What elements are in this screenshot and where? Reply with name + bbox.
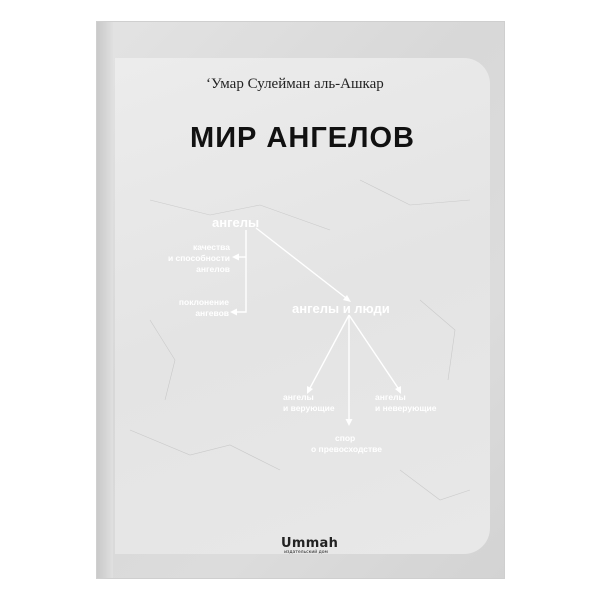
- publisher-logo: [281, 536, 339, 563]
- node-unbelievers-line-2: и неверующие: [375, 403, 437, 413]
- publisher-name: Ummah: [281, 536, 339, 551]
- arrowhead: [232, 254, 239, 261]
- link-to-believers: [310, 315, 349, 388]
- node-worship-line-2: ангевов: [195, 308, 229, 318]
- book-title: МИР АНГЕЛОВ: [190, 122, 415, 154]
- texture-crack: [420, 300, 455, 380]
- author-name: ʻУмар Сулейман аль-Ашкар: [206, 76, 384, 92]
- arrowhead: [346, 419, 353, 426]
- texture-crack: [130, 430, 280, 470]
- node-dispute-line-1: спор: [335, 433, 356, 443]
- node-angels: ангелы: [212, 215, 260, 230]
- node-believers-line-2: и верующие: [283, 403, 335, 413]
- texture-crack: [360, 180, 470, 205]
- node-worship-line-1: поклонение: [178, 297, 229, 307]
- texture-crack: [400, 470, 470, 500]
- node-angels-and-people: ангелы и люди: [292, 301, 390, 316]
- node-dispute-line-2: о превосходстве: [311, 444, 383, 454]
- link-to-unbelievers: [349, 315, 398, 388]
- node-qualities-line-3: ангелов: [196, 264, 230, 274]
- node-believers-line-1: ангелы: [283, 392, 314, 402]
- link-root-angels-people: [256, 228, 346, 298]
- arrowhead: [230, 309, 237, 316]
- link-root-down: [236, 230, 246, 312]
- publisher-subtitle: издательский дом: [284, 550, 328, 555]
- texture-crack: [150, 320, 175, 400]
- node-qualities-line-2: и способности: [167, 253, 230, 263]
- node-qualities-line-1: качества: [192, 242, 230, 252]
- node-unbelievers-line-1: ангелы: [375, 392, 406, 402]
